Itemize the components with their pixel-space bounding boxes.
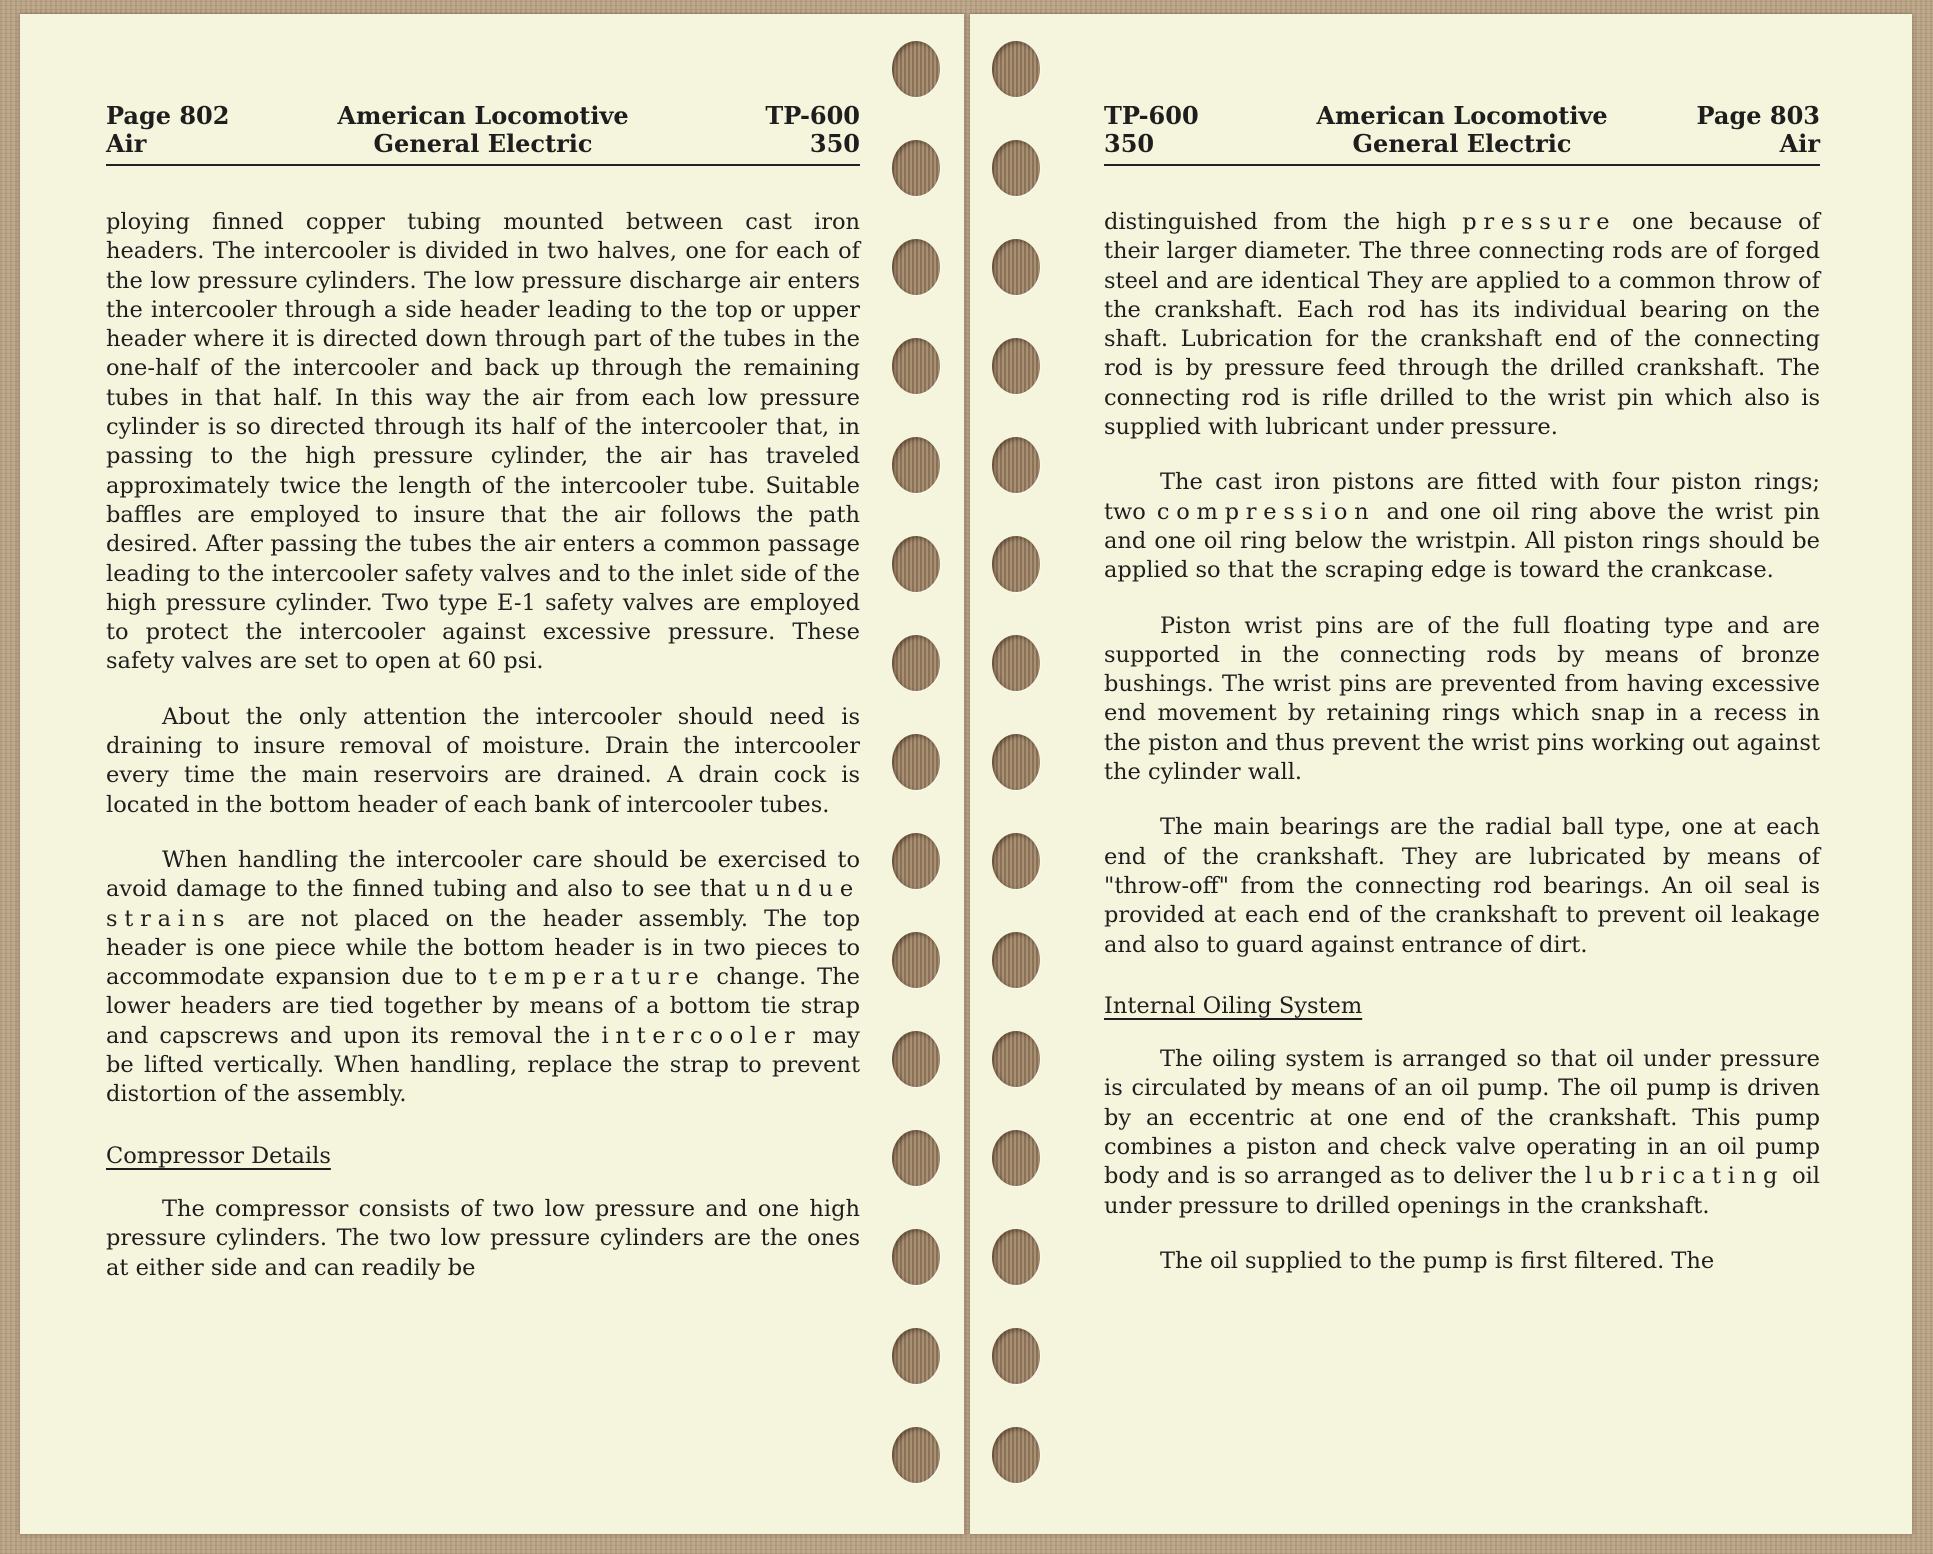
binder-hole [992, 635, 1040, 691]
manufacturer-line1: American Locomotive [337, 101, 629, 130]
binder-hole [992, 41, 1040, 97]
paragraph: Piston wrist pins are of the full floating type and are supported in the connecting rods by means of bronze bushings. The wrist pins are prevented from having excessive end movement by retaining rings which snap in a recess in the piston and thus prevent the wrist pins working out against the cylinder wall. [1104, 612, 1820, 786]
text-run: are not placed on the header assembly. The top header is one piece while the bottom header is in two pieces to accommodate expansion due to [106, 905, 860, 991]
left-page [20, 14, 964, 1534]
binder-hole [992, 536, 1040, 592]
binder-hole [892, 833, 940, 889]
binder-hole [992, 932, 1040, 988]
binder-hole [892, 1031, 940, 1087]
spaced-word: pressure [1462, 209, 1617, 235]
binder-hole [992, 437, 1040, 493]
model-number: TP-600 [765, 101, 860, 130]
section-title: Internal Oiling System [1104, 992, 1363, 1019]
manufacturer-line2: General Electric [1352, 129, 1572, 158]
text-run: one because of their larger diameter. The three connecting rods are of forged steel and are identical They are applied to a common throw of the crankshaft. Each rod has its individual bearing on the shaft. Lubrication for the crankshaft end of the connecting rod is by pressure feed through the drilled crankshaft. The connecting rod is rifle drilled to the wrist pin which also is supplied with lubricant under pressure. [1104, 209, 1820, 441]
binder-hole [892, 932, 940, 988]
spaced-word: undue [755, 876, 860, 903]
binder-hole [892, 635, 940, 691]
binder-hole [992, 140, 1040, 196]
manufacturer-line1: American Locomotive [1316, 101, 1608, 130]
binder-hole [992, 1427, 1040, 1483]
text-run: may be lifted vertically. When handling, replace the strap to prevent distortion of the assembly. [106, 1022, 860, 1108]
paragraph-handling [106, 846, 860, 1110]
text-run: and one oil ring above the wrist pin and one oil ring below the wristpin. All piston rings should be applied so that the scraping edge is toward the crankcase. [1104, 498, 1821, 584]
paragraph: ploying finned copper tubing mounted between cast iron headers. The intercooler is divided in two halves, one for each of the low pressure cylinders. The low pressure discharge air enters the intercooler through a side header leading to the top or upper header where it is directed down through part of the tubes in the one-half of the intercooler and back up through the remaining tubes in that half. In this way the air from each low pressure cylinder is so directed through its half of the intercooler that, in passing to the high pressure cylinder, the air has traveled approximately twice the length of the intercooler tube. Suitable baffles are employed to insure that the air follows the path desired. After passing the tubes the air enters a common passage leading to the intercooler safety valves and to the inlet side of the high pressure cylinder. Two type E-1 safety valves are employed to protect the intercooler against excessive pressure. These safety valves are set to open at 60 psi. [106, 209, 860, 675]
binder-hole [892, 1130, 940, 1186]
binder-hole [992, 1031, 1040, 1087]
manufacturer-line2: General Electric [373, 129, 593, 158]
model-sub-number: 350 [809, 129, 860, 158]
binder-hole [892, 1328, 940, 1384]
right-page [970, 14, 1912, 1534]
paragraph: The compressor consists of two low pressure and one high pressure cylinders. The two low pressure cylinders are the ones at either side and can readily be [106, 1195, 860, 1281]
section-name: Air [106, 129, 147, 158]
binder-hole [892, 239, 940, 295]
binder-hole [992, 1229, 1040, 1285]
paragraph [1104, 1045, 1820, 1221]
text-run: The cast iron pistons are fitted with four piston rings; two [1104, 469, 1820, 525]
page-number: Page 802 [106, 101, 230, 130]
binder-hole [892, 536, 940, 592]
binder-hole [992, 338, 1040, 394]
binder-hole [892, 140, 940, 196]
text-run: The oiling system is arranged so that oil under pressure is circulated by means of an oil pump. The oil pump is driven by an eccentric at one end of the crankshaft. This pump combines a piston and check valve operating in an oil pump body and is so arranged as to deliver the [1104, 1046, 1820, 1190]
page-number: Page 803 [1696, 101, 1820, 130]
model-number: TP-600 [1104, 101, 1199, 130]
binder-hole [992, 734, 1040, 790]
binder-hole [992, 1328, 1040, 1384]
spaced-word: temperature [488, 964, 706, 991]
text-run: oil under pressure to drilled openings in the crankshaft. [1104, 1163, 1821, 1219]
spaced-word: intercooler [601, 1022, 802, 1049]
text-run: distinguished from the high [1104, 209, 1447, 235]
text-run: When handling the intercooler care should be exercised to avoid damage to the finned tubing and also to see that [106, 846, 860, 903]
spaced-word: compression [1156, 498, 1376, 525]
paragraph: The main bearings are the radial ball type, one at each end of the crankshaft. They are lubricated by means of "throw-off" from the connecting rod bearings. An oil seal is provided at each end of the crankshaft to prevent oil leakage and also to guard against entrance of dirt. [1104, 814, 1820, 958]
binder-hole [892, 437, 940, 493]
page-header [1104, 102, 1820, 166]
section-title: Compressor Details [106, 1142, 331, 1169]
binder-hole [992, 1130, 1040, 1186]
paragraph: About the only attention the intercooler should need is draining to insure removal of moisture. Drain the intercooler every time the main reservoirs are drained. A drain cock is located in the bottom header of each bank of intercooler tubes. [106, 703, 860, 818]
paragraph [1104, 208, 1820, 442]
text-run: change. The lower headers are tied together by means of a bottom tie strap and capscrews and upon its removal the [106, 964, 860, 1049]
binder-hole [992, 239, 1040, 295]
spaced-word: lubricating [1584, 1163, 1785, 1190]
section-name: Air [1779, 129, 1820, 158]
binder-hole [892, 41, 940, 97]
model-sub-number: 350 [1104, 129, 1155, 158]
page-body [1104, 208, 1820, 1302]
binder-hole [992, 833, 1040, 889]
page-header [106, 102, 860, 166]
paragraph: The oil supplied to the pump is first filtered. The [1160, 1247, 1715, 1274]
binder-hole [892, 338, 940, 394]
binder-hole [892, 1229, 940, 1285]
paragraph [1104, 468, 1820, 585]
binder-hole [892, 734, 940, 790]
page-body [106, 208, 860, 1309]
binder-hole [892, 1427, 940, 1483]
spaced-word: strains [106, 905, 232, 932]
